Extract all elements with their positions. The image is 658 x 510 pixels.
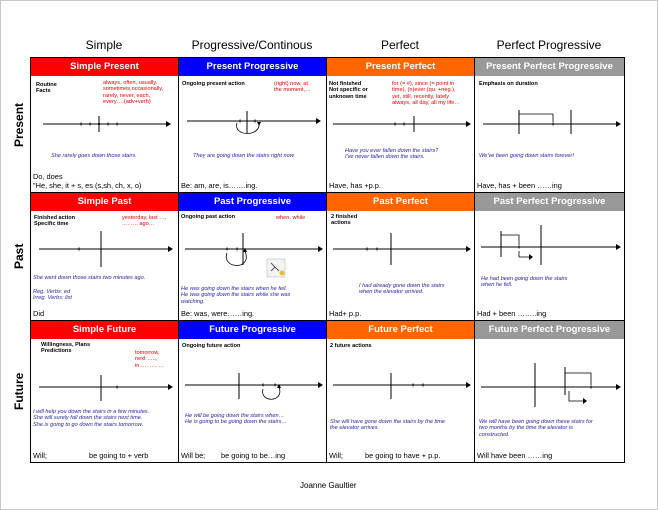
example-sentence: We will have been going down these stairs for two months by the time the elevator is constructed. [479, 419, 593, 438]
timeline-diagram [479, 221, 621, 267]
cell-title: Past Progressive [179, 193, 326, 211]
usage-note: Emphasis on duration [479, 81, 538, 87]
svg-text:✧: ✧ [237, 117, 243, 126]
usage-note: Routine Facts [36, 82, 57, 95]
cell-title: Simple Future [31, 321, 178, 339]
form-rule: Had+ p.p. [329, 309, 362, 318]
form-rule: Have, has +p.p. [329, 181, 381, 190]
cell-future-perfect [327, 321, 475, 463]
form-rule: Be: am, are, is…….ing. [181, 181, 258, 190]
cell-present-progressive [179, 58, 327, 193]
cell-title: Future Perfect Progressive [475, 321, 624, 339]
cell-title: Present Perfect Progressive [475, 58, 624, 76]
svg-text:✧: ✧ [374, 245, 380, 254]
cell-future-perfect-progressive [475, 321, 625, 463]
svg-text:✧: ✧ [114, 120, 120, 129]
example-sentence: He was going down the stairs when he fell. He was going down the stairs while she was watching. [181, 286, 291, 305]
col-head-perfect-progressive: Perfect Progressive [496, 38, 602, 52]
timeline-diagram [37, 375, 173, 401]
svg-text:✧: ✧ [420, 381, 426, 390]
cell-future-progressive [179, 321, 327, 463]
col-head-perfect: Perfect [380, 38, 419, 52]
time-expressions: for (= #), since (= point in time), (n)ever (qu. +neg.), yet, still, recently, lately always, all day, all my life… [392, 81, 460, 107]
timeline-diagram [331, 116, 471, 132]
usage-note: Ongoing past action [181, 214, 236, 220]
timeline-diagram [183, 371, 323, 405]
svg-text:✧: ✧ [364, 245, 370, 254]
form-rule: Will have been ……ing [477, 451, 553, 460]
form-rule-alt: be going to + verb [89, 451, 149, 460]
form-rule: Do, does "He, she, it + s, es (s,sh, ch, x, o) [33, 172, 142, 190]
form-rule: Have, has + been ……ing [477, 181, 562, 190]
svg-text:✧: ✧ [410, 381, 416, 390]
usage-note: 2 finished actions [331, 214, 358, 227]
cell-title: Future Perfect [327, 321, 474, 339]
svg-text:✧: ✧ [87, 120, 93, 129]
svg-text:✧: ✧ [76, 245, 82, 254]
example-sentence: She went down those stairs two minutes ago. [33, 275, 146, 281]
verb-forms: Reg. Verbs: ed Irreg. Verbs: list [33, 289, 72, 302]
form-rule: Will; [329, 451, 343, 460]
form-rule: Be: was, were……ing. [181, 309, 255, 318]
cell-title: Present Perfect [327, 58, 474, 76]
timeline-diagram [481, 104, 621, 138]
author-name: Joanne Gaultier [300, 481, 357, 490]
example-sentence: We've been going down stairs forever! [479, 153, 574, 159]
example-sentence: She will have gone down the stairs by the time the elevator arrives. [330, 419, 446, 432]
example-sentence: I will help you down the stairs in a few minutes. She will surely fall down the stairs next time. She is going to go down the stairs tomorrow. [33, 409, 150, 428]
cell-past-simple [31, 193, 179, 321]
cell-title: Past Perfect Progressive [475, 193, 624, 211]
timeline-diagram [479, 357, 621, 411]
svg-text:✧: ✧ [260, 381, 266, 390]
svg-text:✧: ✧ [252, 117, 258, 126]
form-rule: Will; [33, 451, 47, 460]
timeline-diagram [41, 116, 171, 132]
timeline-diagram [331, 233, 471, 267]
cell-title: Simple Present [31, 58, 178, 76]
time-expressions: (right) now, at the moment,… [274, 81, 311, 94]
svg-text:✧: ✧ [96, 120, 102, 129]
row-label-past: Past [12, 243, 26, 269]
svg-text:✧: ✧ [114, 383, 120, 392]
usage-note: Ongoing present action [182, 81, 245, 87]
svg-text:✧: ✧ [224, 245, 230, 254]
usage-note: 2 future actions [330, 343, 372, 349]
row-label-present: Present [12, 102, 26, 147]
example-sentence: I had already gone down the stairs when the elevator arrived. [359, 283, 445, 296]
cell-title: Simple Past [31, 193, 178, 211]
usage-note: Not finished Not specific or unknown time [329, 81, 368, 100]
form-rule: Did [33, 309, 45, 318]
timeline-diagram [331, 373, 471, 399]
col-head-progressive: Progressive/Continous [191, 38, 313, 52]
example-sentence: Have you ever fallen down the stairs? I've never fallen down the stairs. [345, 148, 439, 161]
cell-title: Present Progressive [179, 58, 326, 76]
cell-past-perfect [327, 193, 475, 321]
example-sentence: She rarely goes down those stairs. [51, 153, 137, 159]
svg-text:✧: ✧ [392, 120, 398, 129]
svg-text:✧: ✧ [105, 120, 111, 129]
usage-note: Willingness, Plans Predictions [41, 342, 91, 355]
cell-present-perfect [327, 58, 475, 193]
cell-past-perfect-progressive [475, 193, 625, 321]
svg-text:✧: ✧ [234, 245, 240, 254]
time-expressions: tomorrow, next ….., in …. …. … [135, 350, 164, 369]
form-rule: Will be; [181, 451, 206, 460]
cell-future-simple [31, 321, 179, 463]
timeline-diagram [183, 233, 323, 283]
svg-text:✧: ✧ [401, 120, 407, 129]
svg-text:✧: ✧ [272, 381, 278, 390]
svg-text:✧: ✧ [516, 243, 522, 252]
cell-title: Past Perfect [327, 193, 474, 211]
timeline-diagram [185, 111, 321, 141]
form-rule-alt: be going to have + p.p. [365, 451, 441, 460]
tense-grid [30, 57, 625, 463]
timeline-diagram [37, 231, 173, 267]
svg-text:✧: ✧ [78, 120, 84, 129]
cell-title: Future Progressive [179, 321, 326, 339]
svg-text:✧: ✧ [588, 383, 594, 392]
row-label-future: Future [12, 372, 26, 410]
example-sentence: They are going down the stairs right now. [193, 153, 295, 159]
example-sentence: He had been going down the stairs when he fell. [481, 276, 568, 289]
cell-past-progressive [179, 193, 327, 321]
col-head-simple: Simple [85, 38, 123, 52]
usage-note: Finished action Specific time [34, 215, 76, 228]
cell-present-perfect-progressive [475, 58, 625, 193]
time-expressions: when, while [276, 215, 306, 221]
form-rule-alt: be going to be…ing [221, 451, 286, 460]
example-sentence: He will be going down the stairs when… He is going to be going down the stairs… [185, 413, 287, 426]
time-expressions: always, often, usually, sometimes,occasionally, rarely, never, each, every….(adv+verb) [103, 80, 164, 106]
usage-note: Ongoing future action [182, 343, 241, 349]
time-expressions: yesterday, last …, …. …. ago… [122, 215, 167, 228]
cell-present-simple [31, 58, 179, 193]
form-rule: Had + been ……..ing [477, 309, 547, 318]
svg-text:✧: ✧ [550, 120, 556, 129]
